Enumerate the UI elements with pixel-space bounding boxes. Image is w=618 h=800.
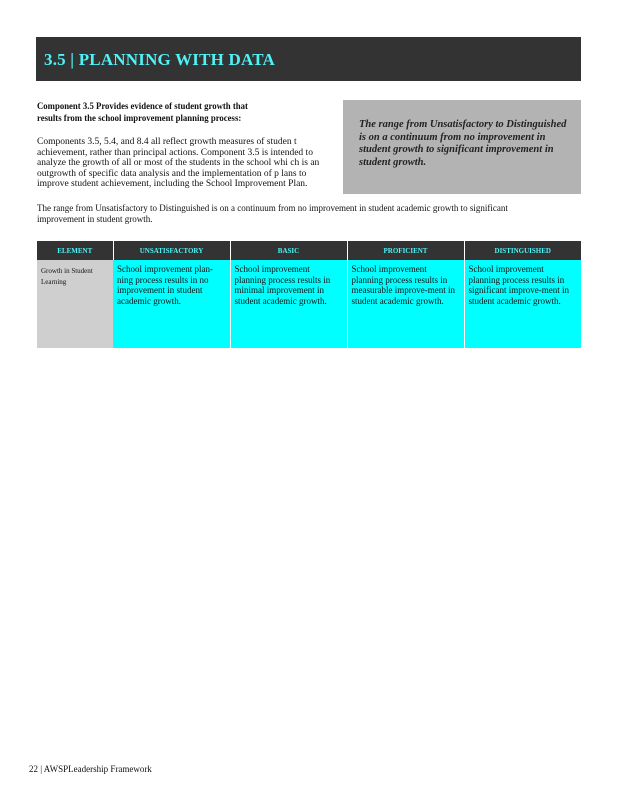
rubric-header-row — [37, 241, 581, 260]
element-cell: Growth in Student Learning — [37, 260, 113, 348]
range-description: The range from Unsatisfactory to Distinguished is on a continuum from no improvement in student academic growth to significant improvement in student growth. — [37, 203, 508, 224]
header-unsatisfactory: UNSATISFACTORY — [113, 241, 230, 260]
basic-cell: School improvement planning process results in minimal improvement in student academic growth. — [230, 260, 347, 348]
section-header-bar — [36, 37, 581, 81]
intro-section — [37, 101, 337, 190]
intro-heading-line-2: results from the school improvement planning process: — [37, 114, 242, 124]
unsatisfactory-cell: School improvement plan-ning process results in no improvement in student academic growth. — [113, 260, 230, 348]
callout-box — [343, 100, 581, 194]
header-distinguished: DISTINGUISHED — [464, 241, 581, 260]
proficient-cell: School improvement planning process results in measurable improve-ment in student academic growth. — [347, 260, 464, 348]
header-basic: BASIC — [230, 241, 347, 260]
intro-heading — [37, 101, 331, 125]
section-title: 3.5 | PLANNING WITH DATA — [44, 50, 275, 69]
page-footer: 22 | AWSPLeadership Framework — [29, 764, 152, 774]
intro-heading-line-1: Component 3.5 Provides evidence of student growth that — [37, 102, 248, 112]
callout-text: The range from Unsatisfactory to Distinguished is on a continuum from no improvement in student growth to significant improvement in student growth. — [359, 119, 567, 168]
header-element: ELEMENT — [37, 241, 113, 260]
intro-body-text: Components 3.5, 5.4, and 8.4 all reflect growth measures of studen t achievement, rather than principal actions. Component 3.5 is intended to analyze the growth of all or most of the students in the school whi ch is an outgrowth of specific data analysis and the implementation of p lans to improve student achievement, including the School Improvement Plan. — [37, 137, 320, 189]
header-proficient: PROFICIENT — [347, 241, 464, 260]
rubric-table — [37, 241, 581, 348]
table-row — [37, 260, 581, 348]
distinguished-cell: School improvement planning process results in significant improve-ment in student academic growth. — [464, 260, 581, 348]
